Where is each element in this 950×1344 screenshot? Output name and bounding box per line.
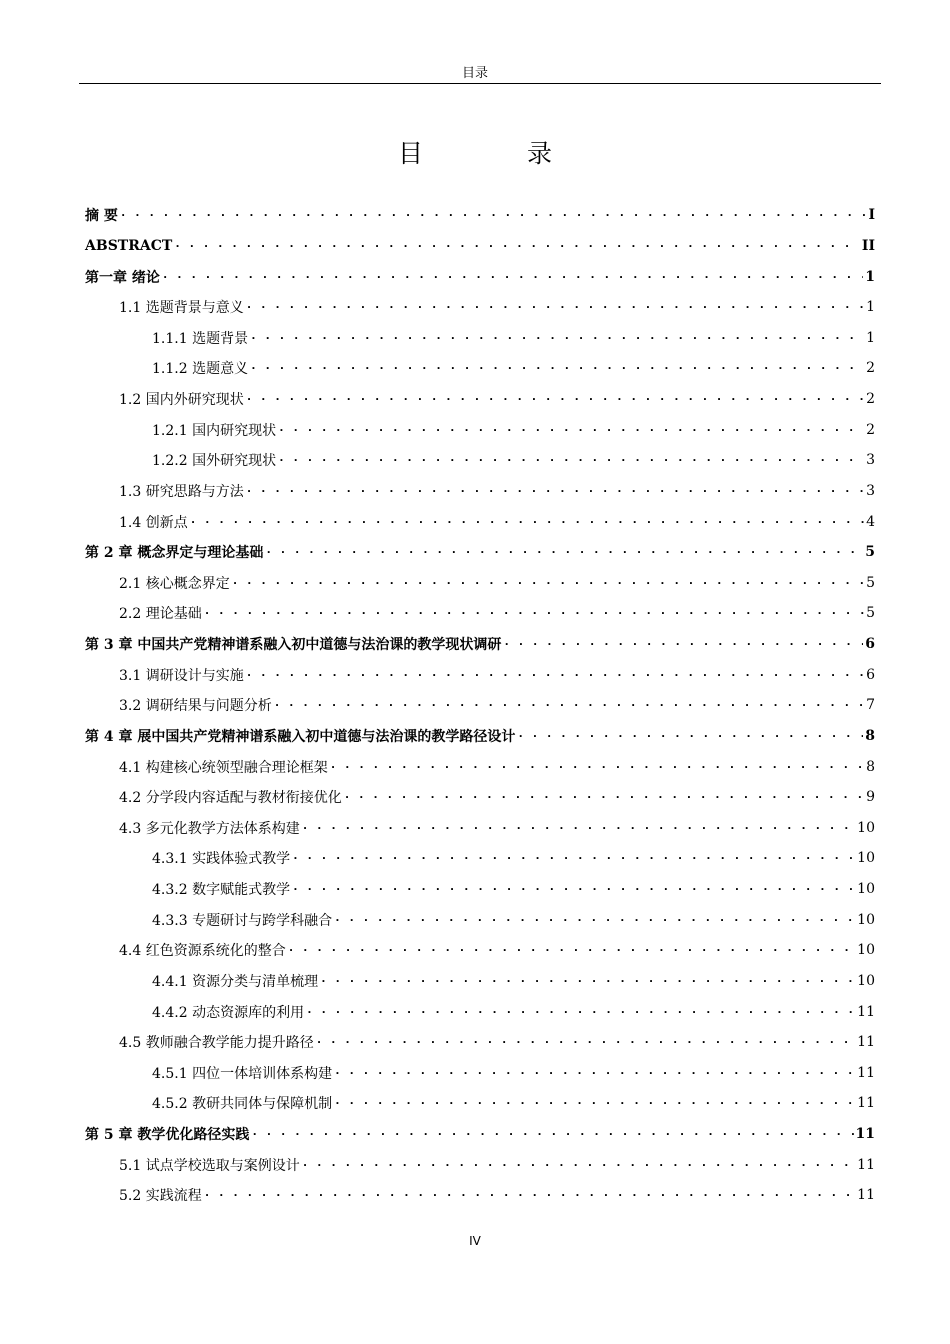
- dot-leader: [503, 636, 863, 652]
- toc-title: 目 录: [398, 139, 600, 168]
- dot-leader: [306, 1004, 855, 1020]
- toc-entry[interactable]: [85, 353, 875, 384]
- header-rule: [79, 83, 881, 84]
- toc-entry[interactable]: [85, 414, 875, 445]
- toc-entry[interactable]: [85, 629, 875, 660]
- toc-entry[interactable]: [85, 935, 875, 966]
- dot-leader: [278, 422, 864, 438]
- dot-leader: [334, 1065, 855, 1081]
- toc-entry-label: 4.1 构建核心统领型融合理论框架: [119, 759, 328, 776]
- toc-entry-page: 11: [857, 1064, 875, 1081]
- toc-entry[interactable]: [85, 506, 875, 537]
- dot-leader: [344, 789, 864, 805]
- toc-entry-label: 第 3 章 中国共产党精神谱系融入初中道德与法治课的教学现状调研: [85, 637, 502, 654]
- toc-entry-label: 3.1 调研设计与实施: [119, 667, 244, 684]
- toc-entry-page: 11: [857, 1187, 875, 1204]
- toc-entry[interactable]: [85, 537, 875, 568]
- toc-entry[interactable]: [85, 843, 875, 874]
- toc-entry-label: 4.5.2 教研共同体与保障机制: [152, 1096, 333, 1113]
- toc-entry[interactable]: [85, 231, 875, 262]
- toc-entry[interactable]: [85, 292, 875, 323]
- dot-leader: [162, 269, 863, 285]
- dot-leader: [320, 973, 855, 989]
- toc-entry[interactable]: [85, 1180, 875, 1211]
- toc-entry-label: 3.2 调研结果与问题分析: [119, 698, 272, 715]
- toc-entry-page: 1: [866, 329, 875, 346]
- toc-entry-page: 10: [857, 819, 875, 836]
- toc-entry[interactable]: [85, 996, 875, 1027]
- toc-entry-label: 2.2 理论基础: [119, 606, 202, 623]
- toc-entry[interactable]: [85, 690, 875, 721]
- toc-entry-page: 2: [866, 421, 875, 438]
- toc-entry-page: 7: [866, 697, 875, 714]
- toc-entry[interactable]: [85, 1119, 875, 1150]
- toc-entry[interactable]: [85, 813, 875, 844]
- toc-entry-label: 1.1.2 选题意义: [152, 361, 249, 378]
- dot-leader: [334, 912, 855, 928]
- toc-entry-page: 11: [855, 1126, 875, 1143]
- toc-entry-label: 1.2.1 国内研究现状: [152, 422, 277, 439]
- dot-leader: [204, 1187, 855, 1203]
- toc-entry-label: 5.2 实践流程: [119, 1188, 202, 1205]
- toc-entry[interactable]: [85, 200, 875, 231]
- toc-entry[interactable]: [85, 568, 875, 599]
- toc-entry-page: 6: [865, 636, 875, 653]
- toc-entry-page: 11: [857, 1156, 875, 1173]
- dot-leader: [246, 483, 864, 499]
- toc-entry-page: 9: [866, 789, 875, 806]
- running-header: 目录: [461, 66, 488, 81]
- toc-entry-page: 11: [857, 1003, 875, 1020]
- dot-leader: [190, 514, 864, 530]
- toc-entry[interactable]: [85, 782, 875, 813]
- toc-entry-label: ABSTRACT: [85, 237, 173, 254]
- dot-leader: [246, 667, 864, 683]
- toc-entry-label: 摘 要: [85, 208, 118, 225]
- toc-entry-label: 4.3 多元化教学方法体系构建: [119, 820, 300, 837]
- toc-entry-label: 第 5 章 教学优化路径实践: [85, 1127, 250, 1144]
- toc-entry-page: 8: [865, 727, 875, 744]
- toc-entry[interactable]: [85, 721, 875, 752]
- toc-entry-page: 10: [857, 972, 875, 989]
- toc-entry[interactable]: [85, 904, 875, 935]
- toc-entry[interactable]: [85, 1149, 875, 1180]
- dot-leader: [250, 360, 864, 376]
- dot-leader: [330, 759, 864, 775]
- toc-entry-page: 4: [866, 513, 875, 530]
- dot-leader: [278, 452, 864, 468]
- toc-entry-page: 2: [866, 360, 875, 377]
- toc-entry-page: 5: [865, 544, 875, 561]
- toc-entry-label: 1.1.1 选题背景: [152, 330, 249, 347]
- toc-entry[interactable]: [85, 659, 875, 690]
- toc-entry-label: 第一章 绪论: [85, 269, 160, 286]
- toc-entry-page: II: [861, 237, 875, 254]
- toc-entry-label: 4.4.2 动态资源库的利用: [152, 1004, 305, 1021]
- toc-entry-page: 10: [857, 942, 875, 959]
- dot-leader: [204, 605, 864, 621]
- toc-entry-label: 2.1 核心概念界定: [119, 575, 230, 592]
- page-number: IV: [469, 1234, 481, 1248]
- table-of-contents: [85, 200, 875, 1211]
- dot-leader: [274, 697, 864, 713]
- toc-entry-page: 5: [866, 605, 875, 622]
- toc-entry-page: 5: [866, 574, 875, 591]
- dot-leader: [517, 728, 863, 744]
- dot-leader: [288, 942, 855, 958]
- toc-entry-label: 5.1 试点学校选取与案例设计: [119, 1157, 300, 1174]
- toc-entry[interactable]: [85, 323, 875, 354]
- dot-leader: [251, 1126, 853, 1142]
- toc-entry-page: 2: [866, 391, 875, 408]
- toc-entry-label: 4.4.1 资源分类与清单梳理: [152, 973, 319, 990]
- toc-entry-page: 1: [865, 268, 875, 285]
- toc-entry-page: 6: [866, 666, 875, 683]
- toc-entry-label: 1.4 创新点: [119, 514, 188, 531]
- toc-entry-label: 4.4 红色资源系统化的整合: [119, 943, 286, 960]
- dot-leader: [120, 207, 865, 223]
- toc-entry-page: 11: [857, 1034, 875, 1051]
- toc-entry[interactable]: [85, 261, 875, 292]
- toc-entry[interactable]: [85, 751, 875, 782]
- toc-entry[interactable]: [85, 445, 875, 476]
- toc-entry-page: 10: [857, 881, 875, 898]
- toc-entry[interactable]: [85, 598, 875, 629]
- dot-leader: [232, 575, 864, 591]
- dot-leader: [246, 391, 864, 407]
- toc-entry[interactable]: [85, 1088, 875, 1119]
- toc-entry-label: 4.3.3 专题研讨与跨学科融合: [152, 912, 333, 929]
- toc-entry-label: 1.1 选题背景与意义: [119, 300, 244, 317]
- dot-leader: [292, 850, 855, 866]
- toc-entry[interactable]: [85, 384, 875, 415]
- toc-entry-label: 4.3.2 数字赋能式教学: [152, 882, 291, 899]
- toc-entry-page: 10: [857, 850, 875, 867]
- dot-leader: [316, 1034, 855, 1050]
- toc-entry[interactable]: [85, 1027, 875, 1058]
- toc-entry[interactable]: [85, 874, 875, 905]
- toc-entry-page: 1: [866, 299, 875, 316]
- toc-entry[interactable]: [85, 476, 875, 507]
- toc-entry-page: 3: [866, 482, 875, 499]
- dot-leader: [302, 1157, 855, 1173]
- toc-entry-page: 11: [857, 1095, 875, 1112]
- toc-entry[interactable]: [85, 1058, 875, 1089]
- dot-leader: [250, 330, 864, 346]
- toc-entry-label: 4.2 分学段内容适配与教材衔接优化: [119, 790, 342, 807]
- toc-entry-label: 第 4 章 展中国共产党精神谱系融入初中道德与法治课的教学路径设计: [85, 728, 516, 745]
- dot-leader: [292, 881, 855, 897]
- toc-entry-page: I: [868, 207, 875, 224]
- toc-entry-page: 10: [857, 911, 875, 928]
- dot-leader: [265, 544, 863, 560]
- toc-entry-label: 4.5.1 四位一体培训体系构建: [152, 1065, 333, 1082]
- toc-entry[interactable]: [85, 966, 875, 997]
- toc-entry-label: 4.3.1 实践体验式教学: [152, 851, 291, 868]
- toc-entry-label: 4.5 教师融合教学能力提升路径: [119, 1035, 314, 1052]
- dot-leader: [302, 820, 855, 836]
- dot-leader: [246, 299, 864, 315]
- toc-entry-label: 第 2 章 概念界定与理论基础: [85, 545, 264, 562]
- toc-entry-label: 1.2 国内外研究现状: [119, 392, 244, 409]
- dot-leader: [334, 1095, 855, 1111]
- toc-entry-page: 3: [866, 452, 875, 469]
- dot-leader: [174, 238, 860, 254]
- toc-entry-label: 1.3 研究思路与方法: [119, 483, 244, 500]
- toc-entry-label: 1.2.2 国外研究现状: [152, 453, 277, 470]
- toc-entry-page: 8: [866, 758, 875, 775]
